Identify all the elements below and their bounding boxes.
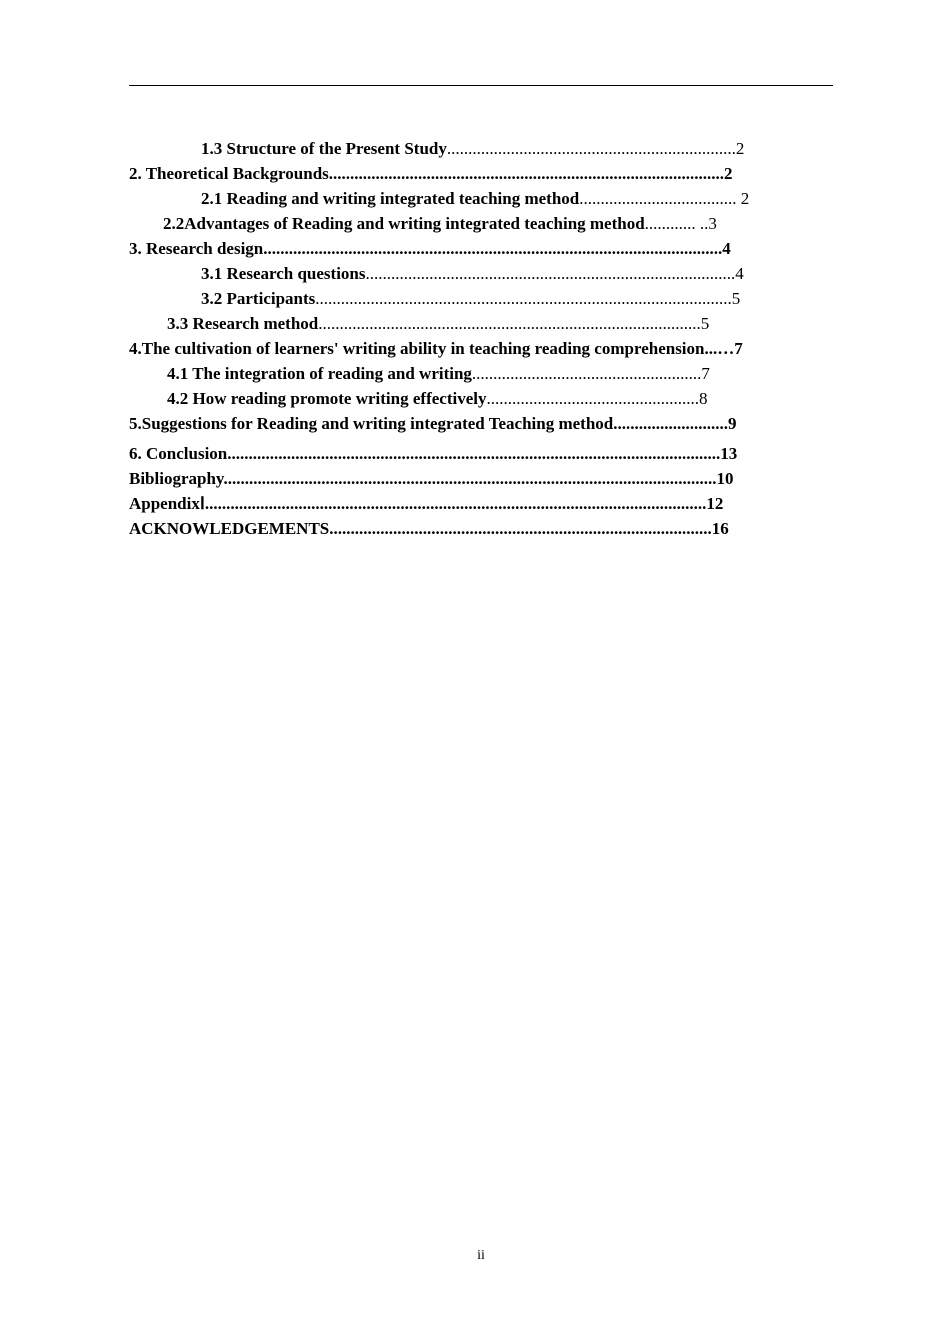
toc-entry-title: 3.1 Research questions <box>201 264 366 283</box>
toc-entry-title: AppendixⅠ <box>129 494 205 513</box>
toc-entry-title: 4.1 The integration of reading and writing <box>167 364 472 383</box>
toc-entry-leader: .................................................................................................. <box>315 289 732 308</box>
toc-entry[interactable] <box>129 468 819 490</box>
toc-entry-leader: ....................................................................................... <box>365 264 736 283</box>
toc-entry[interactable] <box>201 288 819 310</box>
toc-entry-page: 8 <box>698 389 708 408</box>
toc-entry-page: 13 <box>720 444 738 463</box>
toc-entry-title: 1.3 Structure of the Present Study <box>201 139 447 158</box>
toc-entry-page: 2 <box>724 164 733 183</box>
toc-entry-leader: ........................... <box>613 414 728 433</box>
toc-entry-title: 4.2 How reading promote writing effectively <box>167 389 487 408</box>
toc-entry-leader: ............................................................................................. <box>328 164 725 183</box>
toc-entry[interactable] <box>129 443 819 465</box>
toc-entry-title: 3. Research design <box>129 239 264 258</box>
toc-entry-title: 6. Conclusion <box>129 444 228 463</box>
toc-entry-title: 2.1 Reading and writing integrated teaching method <box>201 189 580 208</box>
toc-entry-page: 7 <box>734 339 743 358</box>
toc-entry[interactable] <box>167 388 777 410</box>
toc-entry-leader: .......................................................................................... <box>329 519 712 538</box>
toc-entry-leader: .................................................. <box>486 389 699 408</box>
toc-entry-title: 3.3 Research method <box>167 314 319 333</box>
toc-entry-title: Bibliography <box>129 469 224 488</box>
toc-entry[interactable] <box>201 138 819 160</box>
toc-entry-leader: ...................................................... <box>471 364 702 383</box>
toc-entry-page: 5 <box>700 314 710 333</box>
toc-entry-leader: .......................................................................................... <box>318 314 701 333</box>
toc-entry-leader: ............................................................................................................ <box>263 239 723 258</box>
toc-entry[interactable] <box>129 518 819 540</box>
toc-entry[interactable] <box>129 238 819 260</box>
toc-entry-title: ACKNOWLEDGEMENTS <box>129 519 330 538</box>
toc-entry[interactable] <box>167 363 780 385</box>
toc-entry[interactable] <box>201 188 819 210</box>
toc-entry-leader: .................................................................................................................... <box>227 444 721 463</box>
toc-entry-page: 5 <box>731 289 741 308</box>
toc-entry-page: 16 <box>711 519 729 538</box>
toc-entry-page: 9 <box>727 414 737 433</box>
toc-entry-leader: ..................................... <box>579 189 741 208</box>
toc-entry-title: 4.The cultivation of learners' writing ability in teaching reading comprehension <box>129 339 705 358</box>
toc-entry-page: 2 <box>735 139 745 158</box>
toc-entry-page: 3 <box>708 214 717 233</box>
toc-entry-leader: .................................................................................................................... <box>223 469 717 488</box>
toc-entry-page: 4 <box>722 239 731 258</box>
toc-entry-page: 7 <box>701 364 710 383</box>
toc-entry[interactable] <box>129 338 819 360</box>
toc-entry[interactable] <box>129 493 808 515</box>
toc-entry[interactable] <box>201 263 819 285</box>
page-number: ii <box>477 1248 485 1263</box>
toc-entry[interactable] <box>163 213 786 235</box>
toc-entry-leader: ............ .. <box>644 214 709 233</box>
toc-entry-page: 10 <box>716 469 734 488</box>
toc-entry[interactable] <box>129 163 819 185</box>
toc-entry-leader: ...… <box>704 339 735 358</box>
toc-entry-page: 12 <box>706 494 724 513</box>
toc-entry-page: 4 <box>735 264 744 283</box>
toc-entry-title: 5.Suggestions for Reading and writing integrated Teaching method <box>129 414 614 433</box>
header-rule <box>129 85 833 86</box>
toc-entry-leader: ...................................................................................................................... <box>204 494 707 513</box>
toc-entry-leader: .................................................................... <box>446 139 736 158</box>
toc-entry-title: 2. Theoretical Backgrounds <box>129 164 329 183</box>
toc-entry-title: 2.2Advantages of Reading and writing integrated teaching method <box>163 214 645 233</box>
toc-entry-page: 2 <box>740 189 750 208</box>
toc-entry[interactable] <box>167 313 783 335</box>
toc-entry-title: 3.2 Participants <box>201 289 316 308</box>
toc-entry[interactable] <box>129 413 815 435</box>
